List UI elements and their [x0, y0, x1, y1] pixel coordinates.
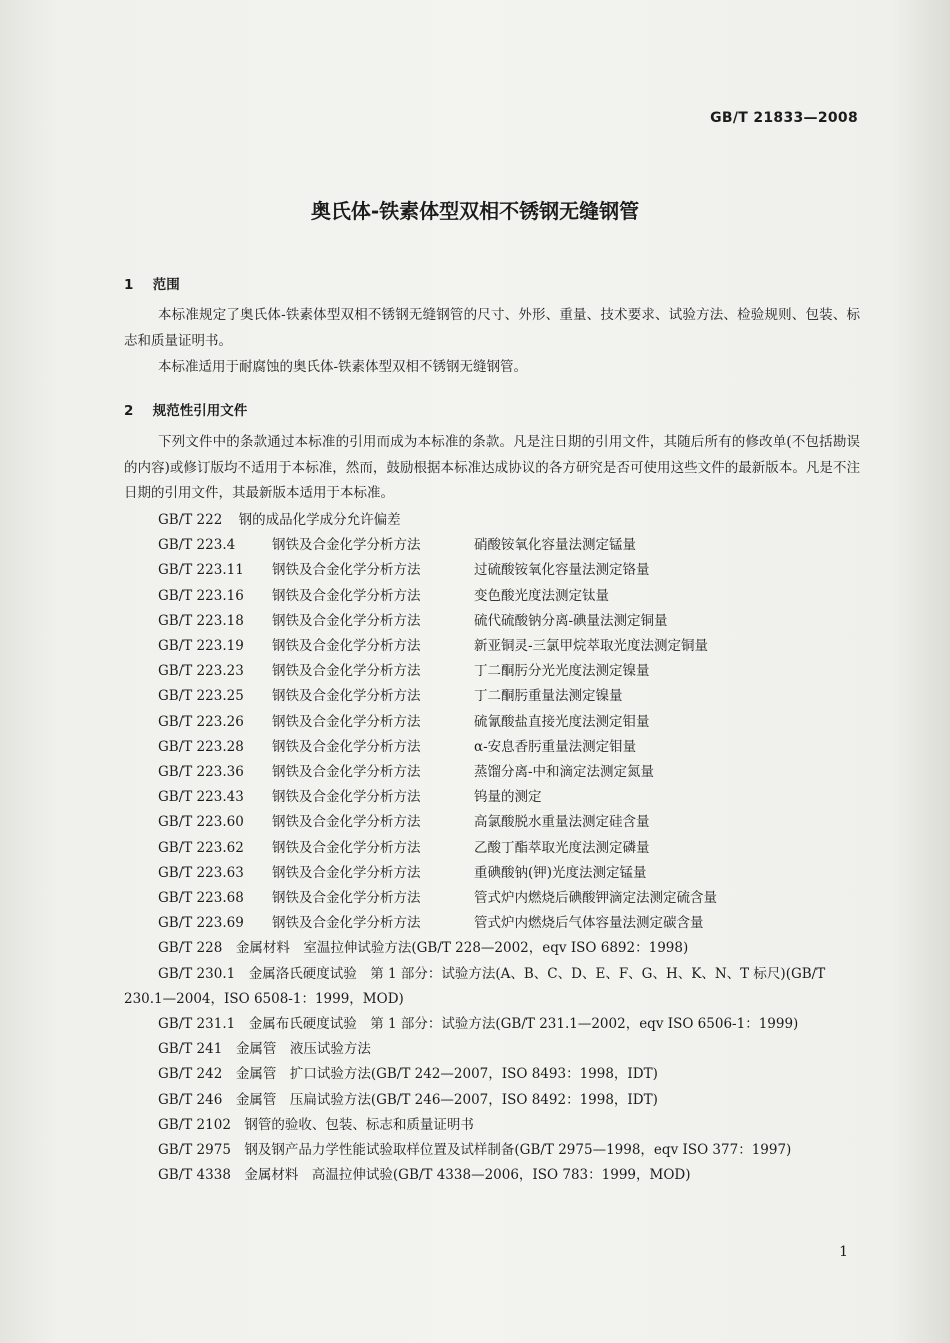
reference-item	[124, 861, 860, 886]
reference-title: 乙酸丁酯萃取光度法测定磷量	[474, 839, 650, 856]
reference-title: 钢的成品化学成分允许偏差	[238, 512, 401, 528]
section-number: 2	[124, 403, 134, 419]
reference-subject: 钢铁及合金化学分析方法	[272, 638, 421, 655]
reference-code: GB/T 223.62	[158, 839, 244, 856]
reference-title: 钢管的验收、包装、标志和质量证明书	[244, 1116, 474, 1133]
reference-title: 过硫酸铵氧化容量法测定铬量	[474, 562, 650, 579]
reference-code: GB/T 223.16	[158, 587, 244, 604]
reference-item	[124, 659, 860, 684]
reference-item	[124, 558, 860, 583]
reference-subject: 钢铁及合金化学分析方法	[272, 612, 421, 629]
reference-title: 金属布氏硬度试验 第 1 部分：试验方法(GB/T 231.1—2002，eqv ISO 6506-1：1999)	[248, 1016, 799, 1033]
reference-subject: 钢铁及合金化学分析方法	[272, 688, 421, 705]
reference-title: 蒸馏分离-中和滴定法测定氮量	[474, 764, 655, 781]
reference-subject: 钢铁及合金化学分析方法	[272, 738, 421, 755]
reference-code: GB/T 223.18	[158, 612, 244, 629]
reference-item	[124, 1113, 860, 1138]
reference-title: 金属洛氏硬度试验 第 1 部分：试验方法(A、B、C、D、E、F、G、H、K、N、T 标尺)(GB/T 230.1—2004，ISO 6508-1：1999，MOD)	[124, 965, 826, 1007]
reference-title: 硫代硫酸钠分离-碘量法测定铜量	[474, 612, 668, 629]
reference-title: 钨量的测定	[474, 789, 542, 806]
reference-subject: 钢铁及合金化学分析方法	[272, 713, 421, 730]
reference-code: GB/T 223.25	[158, 688, 244, 705]
reference-item	[124, 1138, 860, 1163]
reference-item	[124, 710, 860, 735]
reference-item	[124, 785, 860, 810]
section-1-heading	[124, 273, 180, 293]
reference-code: GB/T 223.23	[158, 663, 244, 680]
section-number: 1	[124, 277, 134, 293]
section-2-heading	[124, 399, 247, 419]
document-title: 奥氏体-铁素体型双相不锈钢无缝钢管	[310, 199, 640, 223]
tail-reference-group	[124, 936, 860, 1188]
reference-item	[124, 1012, 860, 1037]
reference-title: 金属管 压扁试验方法(GB/T 246—2007，ISO 8492：1998，IDT)	[235, 1091, 658, 1108]
reference-code: GB/T 223.26	[158, 713, 244, 730]
reference-item	[124, 1163, 860, 1188]
reference-item	[124, 584, 860, 609]
reference-item	[124, 886, 860, 911]
reference-title: 管式炉内燃烧后碘酸钾滴定法测定硫含量	[474, 890, 717, 907]
reference-item	[124, 810, 860, 835]
reference-subject: 钢铁及合金化学分析方法	[272, 562, 421, 579]
reference-code: GB/T 223.11	[158, 562, 244, 579]
reference-item	[124, 634, 860, 659]
reference-code: GB/T 230.1	[158, 965, 236, 982]
reference-code: GB/T 223.36	[158, 764, 244, 781]
reference-title: 硝酸铵氧化容量法测定锰量	[474, 537, 636, 554]
reference-title: 变色酸光度法测定钛量	[474, 587, 609, 604]
reference-code: GB/T 2975	[158, 1142, 231, 1159]
reference-title: 金属管 液压试验方法	[235, 1041, 371, 1058]
page-number: 1	[839, 1244, 848, 1260]
reference-code: GB/T 223.60	[158, 814, 244, 831]
method-reference-group	[124, 533, 860, 936]
reference-subject: 钢铁及合金化学分析方法	[272, 839, 421, 856]
reference-code: GB/T 241	[158, 1041, 223, 1058]
reference-subject: 钢铁及合金化学分析方法	[272, 764, 421, 781]
reference-item	[124, 962, 860, 1012]
reference-subject: 钢铁及合金化学分析方法	[272, 663, 421, 680]
references-intro: 下列文件中的条款通过本标准的引用而成为本标准的条款。凡是注日期的引用文件，其随后所有的修改单(不包括勘误的内容)或修订版均不适用于本标准，然而，鼓励根据本标准达成协议的各方研究是否可使用这些文件的最新版本。凡是不注日期的引用文件，其最新版本适用于本标准。	[124, 434, 860, 501]
reference-subject: 钢铁及合金化学分析方法	[272, 789, 421, 806]
reference-subject: 钢铁及合金化学分析方法	[272, 587, 421, 604]
reference-code: GB/T 223.43	[158, 789, 244, 806]
reference-item	[124, 911, 860, 936]
reference-subject: 钢铁及合金化学分析方法	[272, 915, 421, 932]
reference-title: α-安息香肟重量法测定钼量	[474, 738, 637, 755]
reference-code: GB/T 223.4	[158, 537, 236, 554]
reference-subject: 钢铁及合金化学分析方法	[272, 537, 421, 554]
reference-code: GB/T 4338	[158, 1167, 231, 1184]
reference-title: 金属管 扩口试验方法(GB/T 242—2007，ISO 8493：1998，IDT)	[235, 1066, 658, 1083]
reference-list	[124, 508, 860, 1188]
reference-code: GB/T 246	[158, 1091, 223, 1108]
reference-title: 重碘酸钠(钾)光度法测定锰量	[474, 864, 647, 881]
standard-number: GB/T 21833—2008	[710, 110, 858, 126]
reference-code: GB/T 242	[158, 1066, 223, 1083]
reference-title: 硫氰酸盐直接光度法测定钼量	[474, 713, 650, 730]
reference-item	[124, 1037, 860, 1062]
reference-item	[124, 936, 860, 961]
reference-item	[124, 533, 860, 558]
reference-code: GB/T 223.69	[158, 915, 244, 932]
reference-item	[124, 609, 860, 634]
reference-item	[124, 684, 860, 709]
reference-title: 新亚铜灵-三氯甲烷萃取光度法测定铜量	[474, 638, 709, 655]
reference-title: 丁二酮肟分光光度法测定镍量	[474, 663, 650, 680]
reference-title: 管式炉内燃烧后气体容量法测定碳含量	[474, 915, 704, 932]
reference-code: GB/T 222	[158, 512, 223, 528]
reference-title: 金属材料 高温拉伸试验(GB/T 4338—2006，ISO 783：1999，MOD)	[244, 1167, 691, 1184]
reference-code: GB/T 223.28	[158, 738, 244, 755]
reference-subject: 钢铁及合金化学分析方法	[272, 864, 421, 881]
reference-code: GB/T 223.63	[158, 864, 244, 881]
reference-item	[124, 1088, 860, 1113]
reference-title: 金属材料 室温拉伸试验方法(GB/T 228—2002，eqv ISO 6892：1998)	[235, 940, 689, 957]
reference-item	[124, 1062, 860, 1087]
reference-subject: 钢铁及合金化学分析方法	[272, 814, 421, 831]
reference-code: GB/T 228	[158, 940, 223, 957]
reference-subject: 钢铁及合金化学分析方法	[272, 890, 421, 907]
reference-item	[124, 836, 860, 861]
reference-item	[124, 508, 860, 533]
reference-title: 丁二酮肟重量法测定镍量	[474, 688, 623, 705]
reference-code: GB/T 223.68	[158, 890, 244, 907]
section-title: 范围	[152, 277, 180, 293]
reference-item	[124, 735, 860, 760]
scope-paragraph-1: 本标准规定了奥氏体-铁素体型双相不锈钢无缝钢管的尺寸、外形、重量、技术要求、试验方法、检验规则、包装、标志和质量证明书。	[124, 307, 860, 349]
reference-code: GB/T 2102	[158, 1116, 231, 1133]
reference-code: GB/T 223.19	[158, 638, 244, 655]
section-title: 规范性引用文件	[152, 403, 248, 419]
reference-title: 钢及钢产品力学性能试验取样位置及试样制备(GB/T 2975—1998，eqv ISO 377：1997)	[244, 1142, 792, 1159]
reference-code: GB/T 231.1	[158, 1016, 236, 1033]
reference-title: 高氯酸脱水重量法测定硅含量	[474, 814, 650, 831]
reference-item	[124, 760, 860, 785]
scope-paragraph-2: 本标准适用于耐腐蚀的奥氏体-铁素体型双相不锈钢无缝钢管。	[158, 359, 528, 375]
